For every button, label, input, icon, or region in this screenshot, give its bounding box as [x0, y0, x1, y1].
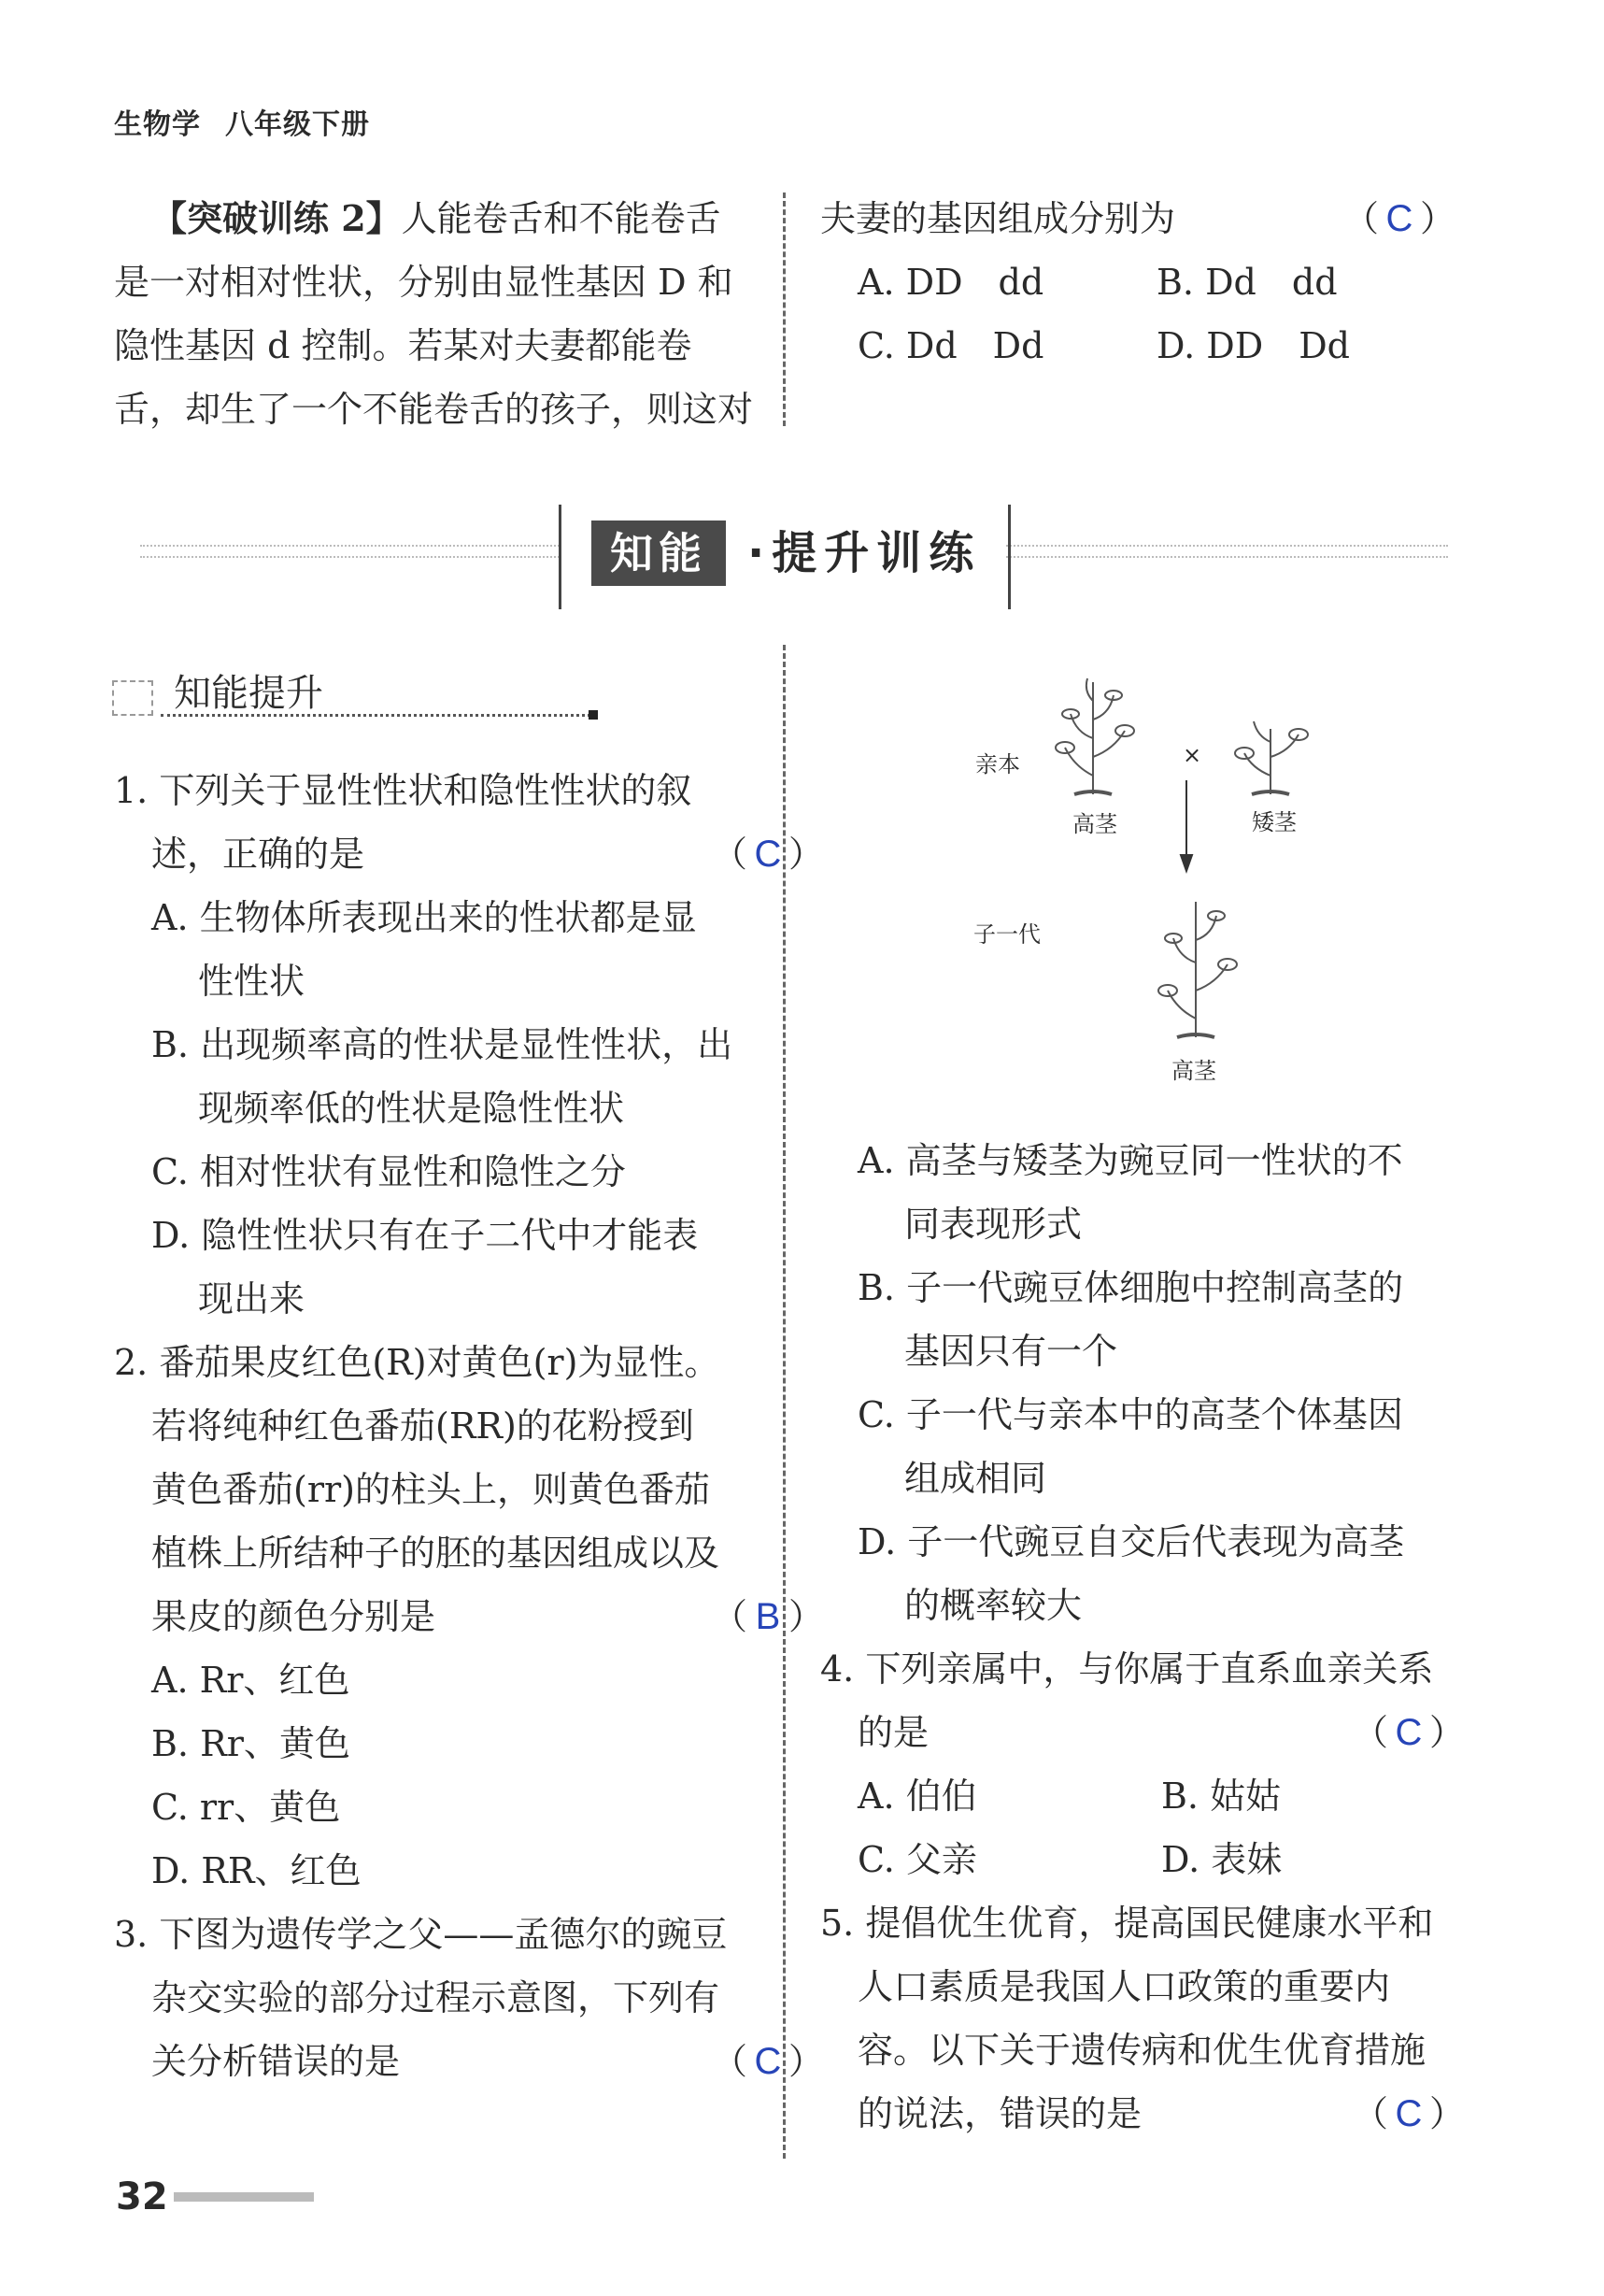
training2-right	[820, 187, 1455, 378]
tall-label: 高茎	[1072, 811, 1117, 837]
answer-mark: C	[1395, 2093, 1423, 2134]
option: 现出来	[198, 1278, 305, 1319]
option: B. Rr、黄色	[151, 1723, 350, 1764]
training2-line: 是一对相对性状，分别由显性基因 D 和	[114, 262, 733, 303]
option: B. 姑姑	[1161, 1775, 1282, 1817]
grade-label: 八年级下册	[225, 108, 370, 141]
answer-mark: C	[754, 834, 782, 875]
q5-stem: 的说法，错误的是 （ C ）	[820, 2082, 1465, 2146]
options-row	[820, 1764, 1465, 1828]
option: 性性状	[198, 961, 305, 1002]
q3-stem: 关分析错误的是 （ C ）	[114, 2030, 824, 2093]
subject-label: 生物学	[114, 108, 201, 141]
answer-paren: （ C ）	[712, 822, 824, 886]
option: D. DD Dd	[1157, 325, 1350, 366]
option: 同表现形式	[904, 1204, 1083, 1245]
q5-stem: 人口素质是我国人口政策的重要内	[858, 1966, 1391, 2007]
q2-stem: 果皮的颜色分别是 （ B ）	[114, 1585, 824, 1648]
q3-stem: 杂交实验的部分过程示意图，下列有	[151, 1977, 720, 2018]
answer-paren: （ C ）	[1343, 187, 1455, 250]
column-divider	[783, 193, 786, 426]
q3-stem: 3. 下图为遗传学之父——孟德尔的豌豆	[114, 1914, 728, 1955]
option: A. 伯伯	[858, 1775, 977, 1817]
q1-stem: 述，正确的是 （ C ）	[114, 822, 824, 886]
f1-label: 子一代	[973, 921, 1041, 948]
page-number: 32	[116, 2175, 168, 2218]
answer-mark: C	[754, 2041, 782, 2082]
option: 组成相同	[904, 1458, 1047, 1499]
training2-tag: 【突破训练 2】	[151, 197, 402, 239]
q2-stem: 黄色番茄(rr)的柱头上，则黄色番茄	[151, 1469, 710, 1510]
option: 基因只有一个	[904, 1331, 1118, 1372]
page-header	[114, 101, 370, 142]
training2-line: 【突破训练 2】人能卷舌和不能卷舌	[151, 197, 721, 239]
option: C. 相对性状有显性和隐性之分	[151, 1151, 626, 1192]
q4-stem: 4. 下列亲属中，与你属于直系血亲关系	[820, 1648, 1434, 1690]
left-column	[114, 759, 824, 2093]
option: B. Dd dd	[1157, 262, 1338, 303]
banner-title: ·提升训练	[747, 527, 982, 579]
tall-plant-icon	[1056, 678, 1134, 794]
options-row	[820, 250, 1455, 314]
q2-stem: 2. 番茄果皮红色(R)对黄色(r)为显性。	[114, 1342, 720, 1383]
option: A. Rr、红色	[151, 1660, 350, 1701]
q2-stem: 若将纯种红色番茄(RR)的花粉授到	[151, 1405, 694, 1447]
short-label: 矮茎	[1252, 809, 1297, 835]
option: D. 子一代豌豆自交后代表现为高茎	[858, 1521, 1405, 1562]
option: D. RR、红色	[151, 1850, 362, 1891]
option: A. 生物体所表现出来的性状都是显	[151, 897, 697, 938]
pea-cross-figure	[972, 663, 1364, 1112]
section-dot	[589, 710, 598, 720]
options-row	[820, 314, 1455, 378]
option: C. 子一代与亲本中的高茎个体基因	[858, 1394, 1403, 1435]
option: B. 子一代豌豆体细胞中控制高茎的	[858, 1267, 1404, 1308]
answer-mark: C	[1385, 198, 1413, 239]
banner-tag: 知能	[591, 521, 726, 586]
option: A. DD dd	[858, 262, 1044, 303]
option: C. rr、黄色	[151, 1787, 341, 1828]
pea-diagram	[972, 663, 1364, 1112]
short-plant-icon	[1235, 721, 1308, 794]
parent-label: 亲本	[975, 751, 1020, 777]
f1-plant-icon	[1158, 902, 1237, 1037]
option: C. Dd Dd	[858, 325, 1044, 366]
q1-stem: 1. 下列关于显性性状和隐性性状的叙	[114, 770, 692, 811]
page-number-bar	[174, 2192, 314, 2202]
section-underline	[161, 714, 590, 717]
arrow-down-icon	[1181, 780, 1192, 871]
answer-mark: C	[1395, 1712, 1423, 1753]
right-column	[820, 1129, 1465, 2146]
answer-mark: B	[755, 1596, 781, 1637]
f1-tall-label: 高茎	[1171, 1058, 1216, 1084]
answer-paren: （ C ）	[1353, 1701, 1465, 1764]
q4-stem: 的是 （ C ）	[820, 1701, 1465, 1764]
option: B. 出现频率高的性状是显性性状，出	[151, 1024, 733, 1065]
q5-stem: 容。以下关于遗传病和优生优育措施	[858, 2030, 1427, 2071]
options-row	[820, 1828, 1465, 1891]
answer-paren: （ B ）	[712, 1585, 824, 1648]
q5-stem: 5. 提倡优生优育，提高国民健康水平和	[820, 1903, 1434, 1944]
training2-line: 隐性基因 d 控制。若某对夫妻都能卷	[114, 325, 692, 366]
answer-paren: （ C ）	[1353, 2082, 1465, 2146]
option: 的概率较大	[904, 1585, 1083, 1626]
training2-stem: 夫妻的基因组成分别为 （ C ）	[820, 187, 1455, 250]
option: D. 表妹	[1161, 1839, 1283, 1880]
section-icon	[112, 680, 153, 716]
option: A. 高茎与矮茎为豌豆同一性状的不	[858, 1140, 1403, 1181]
q2-stem: 植株上所结种子的胚的基因组成以及	[151, 1533, 720, 1574]
cross-symbol: ×	[1183, 742, 1202, 768]
option: D. 隐性性状只有在子二代中才能表	[151, 1215, 699, 1256]
section-title: 知能提升	[174, 672, 323, 715]
option: 现频率低的性状是隐性性状	[198, 1088, 625, 1129]
training2-block	[114, 187, 824, 441]
training2-line: 舌，却生了一个不能卷舌的孩子，则这对	[114, 389, 754, 430]
option: C. 父亲	[858, 1839, 977, 1880]
answer-paren: （ C ）	[712, 2030, 824, 2093]
